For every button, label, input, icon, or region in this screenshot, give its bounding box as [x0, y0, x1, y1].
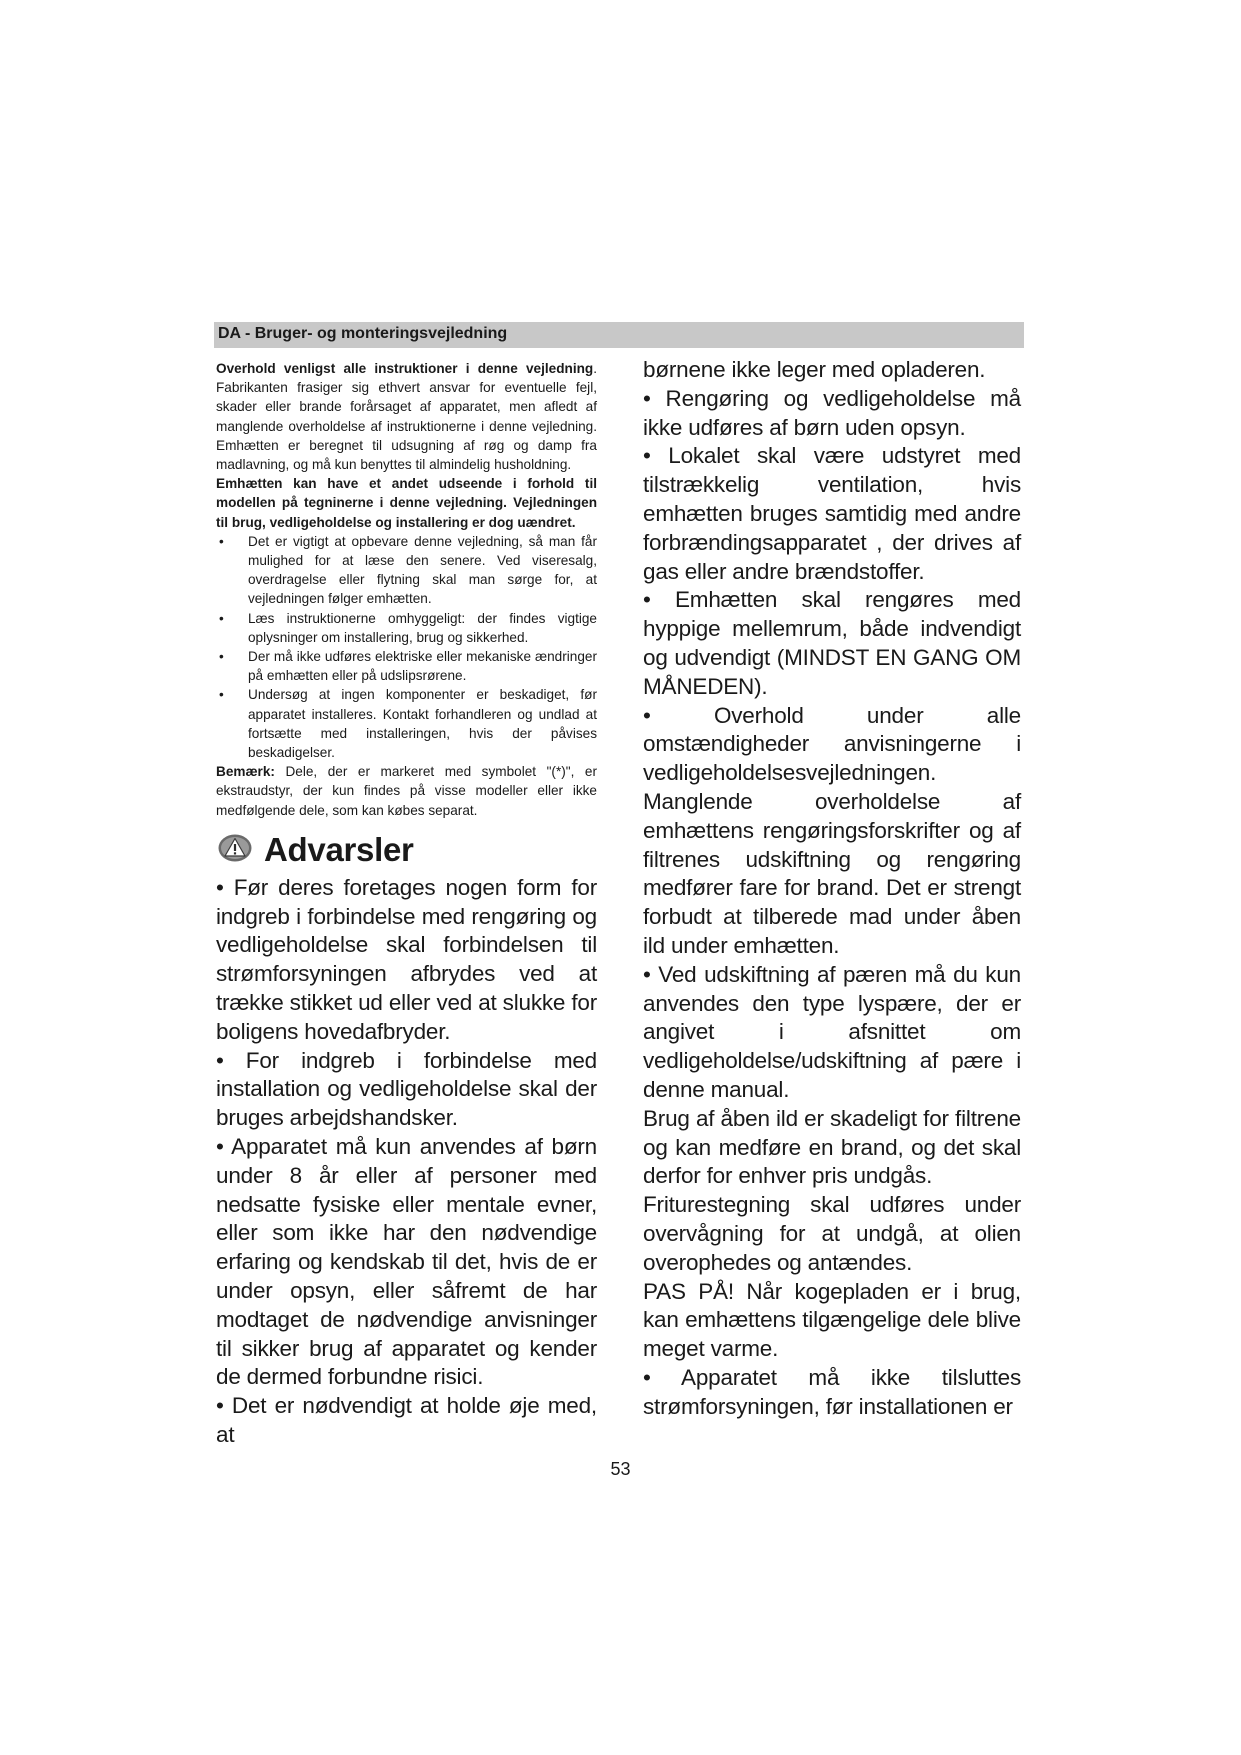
list-item [216, 685, 597, 762]
warning-paragraph: Friturestegning skal udføres under overvågning for at undgå, at olien overophedes og antændes. [643, 1192, 1021, 1275]
intro-bold-lead: Overhold venligst alle instruktioner i denne vejledning [216, 361, 594, 376]
list-item-text: Læs instruktionerne omhyggeligt: der findes vigtige oplysninger om installering, brug og sikkerhed. [248, 610, 597, 645]
intro-text: . Fabrikanten frasiger sig ethvert ansvar for eventuelle fejl, skader eller brande forårsaget af apparatet, men afledt af manglende overholdelse af instruktionerne i denne vejledning. Emhætten er beregnet til udsugning af røg og damp fra madlavning, og må kun benyttes til almindelig husholdning. [216, 361, 597, 473]
section-header-bar [214, 322, 1024, 348]
list-item [216, 647, 597, 685]
page-number: 53 [610, 1459, 631, 1479]
note-label: Bemærk: [216, 764, 275, 780]
warning-paragraph: børnene ikke leger med opladeren. [643, 357, 986, 382]
bullet-marker: • [219, 610, 224, 626]
warning-paragraph: • Overhold under alle omstændigheder anvisningerne i vedligeholdelsesvejledningen. [643, 702, 1021, 786]
warning-paragraph: Manglende overholdelse af emhættens rengøringsforskrifter og af filtrenes udskiftning og rengøring medfører fare for brand. Det er strengt forbudt at tilberede mad under åben ild under emhætten. [643, 788, 1021, 958]
note-paragraph [216, 762, 597, 820]
appearance-notice [216, 474, 597, 532]
warning-paragraph: • Apparatet må ikke tilsluttes strømforsyningen, før installationen er [643, 1364, 1021, 1419]
list-item-text: Der må ikke udføres elektriske eller mekaniske ændringer på emhætten eller på udslipsrørene. [248, 649, 597, 684]
section-header-title: DA - Bruger- og monteringsvejledning [218, 325, 508, 342]
appearance-notice-text: Emhætten kan have et andet udseende i forhold til modellen på tegninerne i denne vejledning. Vejledningen til brug, vedligeholdelse og installering er dog uændret. [216, 476, 597, 530]
list-item [216, 609, 597, 647]
warning-paragraph: • Emhætten skal rengøres med hyppige mellemrum, både indvendigt og udvendigt (MINDST EN GANG OM MÅNEDEN). [643, 587, 1021, 699]
warning-paragraph: • For indgreb i forbindelse med installation og vedligeholdelse skal der bruges arbejdshandsker. [216, 1047, 597, 1131]
intro-paragraph [216, 359, 597, 474]
bullet-marker: • [219, 687, 224, 703]
right-column [643, 356, 1021, 1421]
list-item-text: Undersøg at ingen komponenter er beskadiget, før apparatet installeres. Kontakt forhandleren og undlad at fortsætte med installeringen, hvis der påvises beskadigelser. [248, 687, 597, 761]
warning-paragraph: • Det er nødvendigt at holde øje med, at [216, 1393, 597, 1448]
warning-paragraph: Brug af åben ild er skadeligt for filtrene og kan medføre en brand, og det skal derfor for enhver pris undgås. [643, 1105, 1021, 1189]
warnings-heading [216, 830, 597, 870]
warning-paragraph: • Før deres foretages nogen form for indgreb i forbindelse med rengøring og vedligeholdelse skal forbindelsen til strømforsyningen afbrydes ved at trække stikket ud eller ved at slukke for boligens hovedafbryder. [216, 874, 597, 1044]
list-item [216, 532, 597, 609]
warning-paragraph: • Lokalet skal være udstyret med tilstrækkelig ventilation, hvis emhætten bruges samtidig med andre forbrændingsapparatet , der drives af gas eller andre brændstoffer. [643, 443, 1021, 584]
warning-paragraph: • Rengøring og vedligeholdelse må ikke udføres af børn uden opsyn. [643, 385, 1021, 440]
note-text: Dele, der er markeret med symbolet "(*)", er ekstraudstyr, der kun findes på visse modeller eller ikke medfølgende dele, som kan købes separat. [216, 764, 597, 818]
warning-paragraph: • Apparatet må kun anvendes af børn under 8 år eller af personer med nedsatte fysiske eller mentale evner, eller som ikke har den nødvendige erfaring og kendskab til det, hvis de er under opsyn, eller såfremt de har modtaget de nødvendige anvisninger til sikker brug af apparatet og kender de dermed forbundne risici. [216, 1134, 597, 1390]
bullet-marker: • [219, 649, 224, 665]
warning-paragraph: • Ved udskiftning af pæren må du kun anvendes den type lyspære, der er angivet i afsnittet om vedligeholdelse/udskiftning af pære i denne manual. [643, 961, 1021, 1102]
list-item-text: Det er vigtigt at opbevare denne vejledning, så man får mulighed for at læse den senere. Ved viseresalg, overdragelse eller flytning skal man sørge for, at vejledningen følger emhætten. [248, 533, 597, 607]
instruction-list [216, 532, 597, 762]
warning-paragraph: PAS PÅ! Når kogepladen er i brug, kan emhættens tilgængelige dele blive meget varme. [643, 1278, 1021, 1362]
warning-triangle-icon [218, 834, 252, 862]
left-column [216, 359, 597, 1450]
bullet-marker: • [219, 533, 224, 549]
warnings-title: Advarsler [264, 830, 414, 868]
